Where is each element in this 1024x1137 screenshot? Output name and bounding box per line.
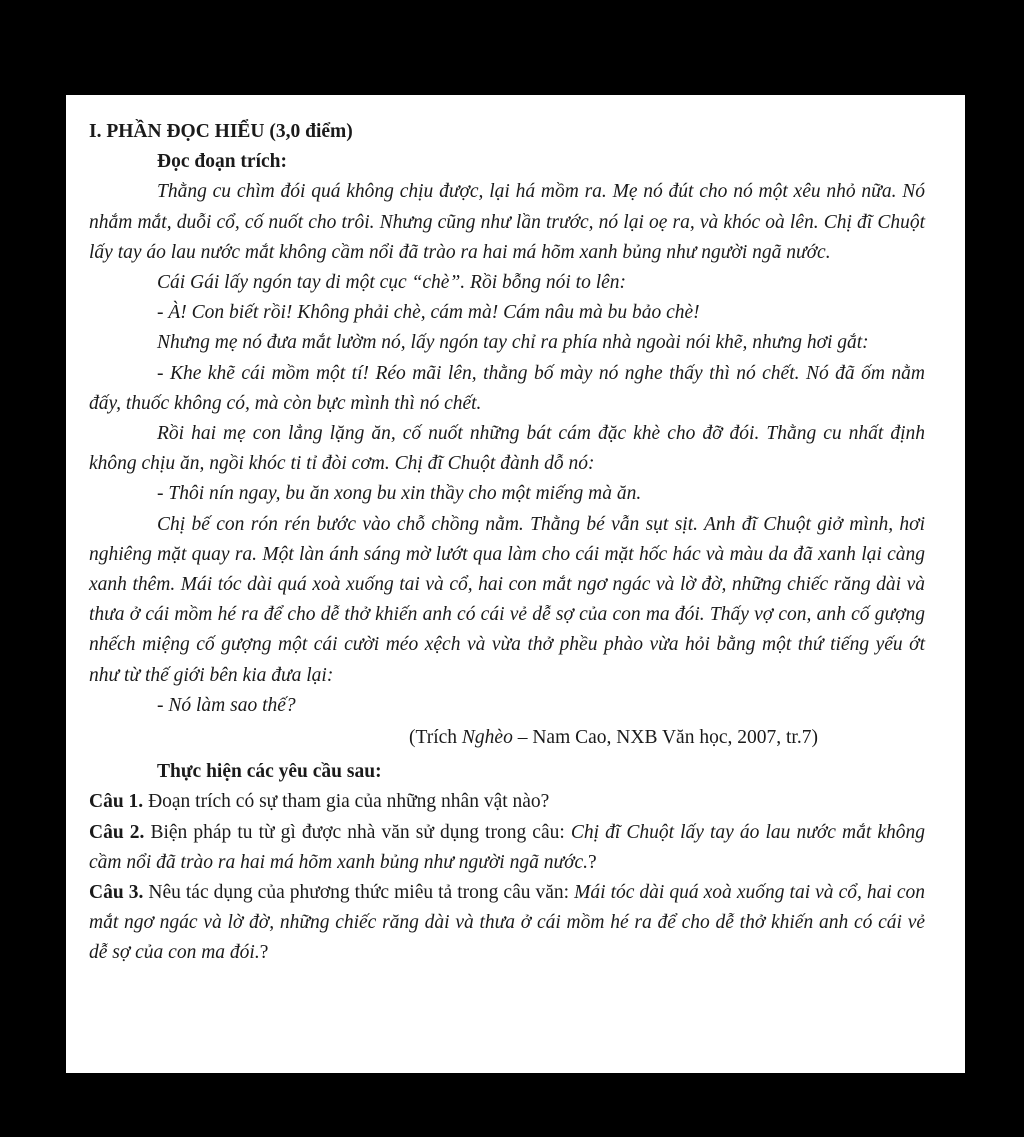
source-work: Nghèo <box>461 727 513 749</box>
passage-paragraph: - Khe khẽ cái mồm một tí! Réo mãi lên, thằng bố mày nó nghe thấy thì nó chết. Nó đã ốm nằm đấy, thuốc không có, mà còn bực mình thì nó chết. <box>89 362 925 414</box>
question-text: Đoạn trích có sự tham gia của những nhân vật nào? <box>143 791 550 813</box>
passage-paragraph: - Nó làm sao thế? <box>157 694 296 716</box>
section-title: I. PHẦN ĐỌC HIỂU (3,0 điểm) <box>89 121 353 142</box>
read-label: Đọc đoạn trích: <box>157 151 287 173</box>
passage-paragraph: - À! Con biết rồi! Không phải chè, cám mà! Cám nâu mà bu bảo chè! <box>157 302 700 324</box>
question-tail: ? <box>588 851 597 873</box>
source-prefix: (Trích <box>409 727 462 749</box>
passage-paragraph: Cái Gái lấy ngón tay di một cục “chè”. Rồi bỗng nói to lên: <box>157 272 627 294</box>
exam-page <box>66 95 965 1073</box>
question-text: Biện pháp tu từ gì được nhà văn sử dụng trong câu: <box>144 821 571 843</box>
question-label: Câu 1. <box>89 791 144 813</box>
question-quote: Mái tóc dài quá xoà xuống tai và cổ, hai con mắt ngơ ngác và lờ đờ, những chiếc răng dài và thưa ở cái mồm hé ra để cho dễ thở khiến anh có cái vẻ dễ sợ của con ma đói. <box>89 882 925 964</box>
passage-paragraph: Thằng cu chìm đói quá không chịu được, lại há mồm ra. Mẹ nó đút cho nó một xêu nhỏ nữa. Nó nhắm mắt, duỗi cổ, cố nuốt cho trôi. Nhưng cũng như lần trước, nó lại oẹ ra, và khóc oà lên. Chị đĩ Chuột lấy tay áo lau nước mắt không cầm nổi đã trào ra hai má hõm xanh bủng như người ngã nước. <box>89 181 925 263</box>
question-tail: ? <box>259 942 269 964</box>
passage <box>89 177 925 721</box>
passage-paragraph: Nhưng mẹ nó đưa mắt lườm nó, lấy ngón tay chỉ ra phía nhà ngoài nói khẽ, nhưng hơi gắt: <box>157 332 869 354</box>
question-1 <box>89 787 925 817</box>
passage-paragraph: - Thôi nín ngay, bu ăn xong bu xin thầy cho một miếng mà ăn. <box>157 483 642 505</box>
source-citation <box>89 723 925 753</box>
question-label: Câu 2. <box>89 821 145 843</box>
question-text: Nêu tác dụng của phương thức miêu tả trong câu văn: <box>143 882 575 904</box>
question-quote: Chị đĩ Chuột lấy tay áo lau nước mắt không cầm nổi đã trào ra hai má hõm xanh bủng như người ngã nước. <box>89 821 925 873</box>
passage-paragraph: Rồi hai mẹ con lẳng lặng ăn, cố nuốt những bát cám đặc khè cho đỡ đói. Thằng cu nhất định không chịu ăn, ngồi khóc ti tỉ đòi cơm. Chị đĩ Chuột đành dỗ nó: <box>89 423 925 475</box>
requirements-heading: Thực hiện các yêu cầu sau: <box>157 761 382 783</box>
question-3 <box>89 878 925 969</box>
source-suffix: – Nam Cao, NXB Văn học, 2007, tr.7) <box>512 727 818 749</box>
question-label: Câu 3. <box>89 882 144 904</box>
passage-paragraph: Chị bế con rón rén bước vào chỗ chồng nằm. Thằng bé vẫn sụt sịt. Anh đĩ Chuột giở mình, hơi nghiêng mặt quay ra. Một làn ánh sáng mờ lướt qua làm cho cái mặt hốc hác và màu da đã xanh lại càng xanh thêm. Mái tóc dài quá xoà xuống tai và cổ, hai con mắt ngơ ngác và lờ đờ, những chiếc răng dài và thưa ở cái mồm hé ra để cho dễ thở khiến anh có cái vẻ dễ sợ của con ma đói. Thấy vợ con, anh cố gượng nhếch miệng cố gượng một cái cười méo xệch và vừa thở phều phào vừa hỏi bằng một thứ tiếng yếu ớt như từ thế giới bên kia đưa lại: <box>89 513 925 686</box>
question-2 <box>89 818 925 878</box>
